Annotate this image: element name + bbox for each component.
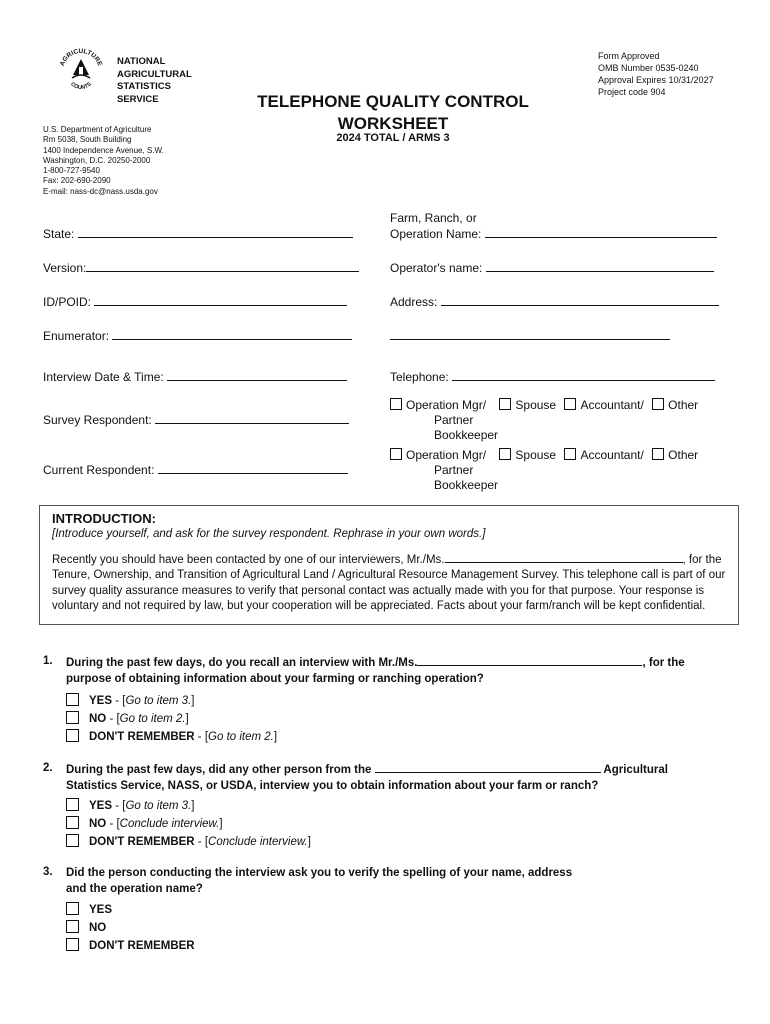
state-line[interactable] <box>78 226 353 238</box>
current-respondent-label: Current Respondent: <box>43 463 155 477</box>
form-approval <box>598 50 714 98</box>
address-label: Address: <box>390 295 438 309</box>
state-field[interactable] <box>43 226 353 241</box>
option-dont-remember[interactable] <box>66 937 195 955</box>
option-label: DON'T REMEMBER <box>89 940 195 952</box>
option-label: YES <box>89 695 113 707</box>
agency-address <box>43 125 164 197</box>
no-checkbox[interactable] <box>66 920 79 933</box>
bookkeeper-label: Bookkeeper <box>434 428 499 442</box>
id-poid-line[interactable] <box>94 294 347 306</box>
option-dont-remember[interactable]: DON'T REMEMBER - [Conclude interview.] <box>66 833 311 851</box>
accountant-checkbox[interactable] <box>564 448 576 460</box>
option-yes[interactable] <box>66 901 195 919</box>
option-no[interactable]: NO - [Conclude interview.] <box>66 815 311 833</box>
id-poid-field[interactable] <box>43 294 347 309</box>
option-no[interactable]: NO - [Go to item 2.] <box>66 710 277 728</box>
operation-name-label-2: Operation Name: <box>390 227 482 241</box>
option-no[interactable] <box>66 919 195 937</box>
address-field-2[interactable] <box>390 328 670 343</box>
version-label: Version: <box>43 261 87 275</box>
option-yes[interactable]: YES - [Go to item 3.] <box>66 692 277 710</box>
option-note: Go to item 3. <box>125 800 192 812</box>
agency-line: AGRICULTURAL <box>117 68 192 80</box>
option-note: Go to item 2. <box>119 713 186 725</box>
option-label: NO <box>89 818 107 830</box>
option-label: YES <box>89 904 113 916</box>
spouse-checkbox[interactable] <box>499 398 511 410</box>
accountant-label: Accountant/ <box>580 398 644 412</box>
introduction-heading: INTRODUCTION: <box>52 511 156 526</box>
approval-line: Approval Expires 10/31/2027 <box>598 75 714 85</box>
question-1-name-line[interactable] <box>417 654 642 666</box>
survey-respondent-field[interactable] <box>43 412 349 427</box>
current-respondent-field[interactable] <box>43 462 348 477</box>
introduction-body: Recently you should have been contacted by one of our interviewers, Mr./Ms. , for the Tenure, Ownership, and Transition of Agricultural Land / Agricultural Resource Management Survey. This telephone call is part of our survey quality assurance measures to verify that personal contact was actually made with you for that purpose. Your response is voluntary and not required by law, but your cooperation will be appreciated. Facts about your farm/ranch will be kept confidential. <box>52 551 732 614</box>
introduction-text-1: Recently you should have been contacted by one of our interviewers, Mr./Ms. <box>52 554 445 566</box>
introduction-box <box>39 505 739 625</box>
no-checkbox[interactable] <box>66 711 79 724</box>
address-line: E-mail: nass-dc@nass.usda.gov <box>43 186 158 196</box>
approval-line: Project code 904 <box>598 87 666 97</box>
address-line: 1400 Independence Avenue, S.W. <box>43 145 164 155</box>
other-checkbox[interactable] <box>652 398 664 410</box>
operation-name-label-1: Farm, Ranch, or <box>390 211 477 225</box>
interview-date-label: Interview Date & Time: <box>43 370 164 384</box>
operator-name-line[interactable] <box>486 260 714 272</box>
option-label: YES <box>89 800 113 812</box>
title-line: WORKSHEET <box>337 114 449 133</box>
option-label: NO <box>89 713 107 725</box>
operation-mgr-checkbox[interactable] <box>390 448 402 460</box>
question-1-text-a: During the past few days, do you recall an interview with Mr./Ms. <box>66 657 418 669</box>
survey-respondent-label: Survey Respondent: <box>43 413 152 427</box>
other-label: Other <box>668 398 699 412</box>
address-line: Washington, D.C. 20250-2000 <box>43 155 151 165</box>
question-1-number: 1. <box>43 655 53 667</box>
question-3-text-a: Did the person conducting the interview ask you to verify the spelling of your name, address <box>66 867 573 879</box>
operation-name-line[interactable] <box>485 226 717 238</box>
svg-text:COUNTS: COUNTS <box>69 81 93 92</box>
telephone-line[interactable] <box>452 369 715 381</box>
question-3-options <box>66 901 195 955</box>
operator-name-label: Operator's name: <box>390 261 483 275</box>
question-3-text <box>66 865 736 897</box>
agency-line: STATISTICS <box>117 81 172 92</box>
address-line: U.S. Department of Agriculture <box>43 125 152 134</box>
option-yes[interactable]: YES - [Go to item 3.] <box>66 797 311 815</box>
dont-remember-checkbox[interactable] <box>66 834 79 847</box>
accountant-checkbox[interactable] <box>564 398 576 410</box>
version-line[interactable] <box>86 260 359 272</box>
address-line-2[interactable] <box>390 328 670 340</box>
option-note: Conclude interview. <box>119 818 220 830</box>
partner-label: Partner <box>434 413 474 427</box>
question-1-text <box>66 654 736 687</box>
current-respondent-line[interactable] <box>158 462 348 474</box>
address-line-1[interactable] <box>441 294 719 306</box>
dont-remember-checkbox[interactable] <box>66 729 79 742</box>
spouse-label: Spouse <box>515 448 557 462</box>
telephone-field[interactable] <box>390 369 715 384</box>
option-note: Conclude interview. <box>208 836 308 848</box>
spouse-checkbox[interactable] <box>499 448 511 460</box>
introduction-instruction: [Introduce yourself, and ask for the survey respondent. Rephrase in your own words.] <box>52 528 486 540</box>
question-2-number: 2. <box>43 762 53 774</box>
current-respondent-options <box>390 448 698 493</box>
no-checkbox[interactable] <box>66 816 79 829</box>
yes-checkbox[interactable] <box>66 902 79 915</box>
operation-name-field[interactable] <box>390 210 717 242</box>
bookkeeper-label: Bookkeeper <box>434 478 499 492</box>
survey-respondent-options <box>390 398 698 443</box>
approval-line: Form Approved <box>598 51 660 61</box>
option-dont-remember[interactable]: DON'T REMEMBER - [Go to item 2.] <box>66 728 277 746</box>
question-1-text-c: purpose of obtaining information about your farming or ranching operation? <box>66 673 484 685</box>
approval-line: OMB Number 0535-0240 <box>598 63 699 73</box>
enumerator-line[interactable] <box>112 328 352 340</box>
nass-seal-logo <box>55 45 107 97</box>
question-1-text-b: , for the <box>642 657 685 669</box>
state-label: State: <box>43 227 75 241</box>
agency-line: NATIONAL <box>117 56 166 67</box>
option-note: Go to item 3. <box>125 695 192 707</box>
address-line: Rm 5038, South Building <box>43 135 132 145</box>
page-title <box>240 91 546 135</box>
question-2-text-a: During the past few days, did any other person from the <box>66 764 372 776</box>
address-line: Fax: 202-690-2090 <box>43 176 111 186</box>
option-label: NO <box>89 922 107 934</box>
yes-checkbox[interactable] <box>66 693 79 706</box>
address-field[interactable] <box>390 294 719 309</box>
question-2-text-c: Statistics Service, NASS, or USDA, interview you to obtain information about your farm or ranch? <box>66 780 599 792</box>
option-note: Go to item 2. <box>208 731 274 743</box>
interviewer-name-line[interactable] <box>445 551 683 563</box>
question-2-options <box>66 797 311 851</box>
title-line: TELEPHONE QUALITY CONTROL <box>257 92 529 111</box>
introduction-text-2: for the Tenure, Ownership, and Transition of Agricultural Land / Agricultural Resource Management Survey. This telephone call is part of our survey quality assurance measures to verify that personal contact was actually made with you for that purpose. Your response is voluntary and not required by law, but your cooperation will be appreciated. Facts about your farm/ranch will be kept confidential. <box>52 554 726 612</box>
question-2-agency-line[interactable] <box>375 761 601 773</box>
other-label: Other <box>668 448 699 462</box>
operation-mgr-label: Operation Mgr/ <box>406 448 487 462</box>
yes-checkbox[interactable] <box>66 798 79 811</box>
question-1-options <box>66 692 277 746</box>
enumerator-field[interactable] <box>43 328 352 343</box>
question-2-text <box>66 761 736 794</box>
option-label: DON'T REMEMBER <box>89 731 195 743</box>
survey-respondent-line[interactable] <box>155 412 349 424</box>
operation-mgr-label: Operation Mgr/ <box>406 398 487 412</box>
interview-date-line[interactable] <box>167 369 347 381</box>
interview-date-field[interactable] <box>43 369 347 384</box>
agency-name <box>117 56 192 106</box>
partner-label: Partner <box>434 463 474 477</box>
svg-text:AGRICULTURE: AGRICULTURE <box>58 47 104 68</box>
address-line: 1-800-727-9540 <box>43 166 100 176</box>
other-checkbox[interactable] <box>652 448 664 460</box>
option-label: DON'T REMEMBER <box>89 836 195 848</box>
page-subtitle: 2024 TOTAL / ARMS 3 <box>336 132 450 144</box>
accountant-label: Accountant/ <box>580 448 644 462</box>
spouse-label: Spouse <box>515 398 557 412</box>
version-field[interactable] <box>43 260 359 275</box>
question-2-text-b: Agricultural <box>603 764 668 776</box>
agency-line: SERVICE <box>117 93 159 105</box>
dont-remember-checkbox[interactable] <box>66 938 79 951</box>
question-3-text-c: and the operation name? <box>66 883 203 895</box>
telephone-label: Telephone: <box>390 370 449 384</box>
enumerator-label: Enumerator: <box>43 329 110 343</box>
id-poid-label: ID/POID: <box>43 295 92 309</box>
question-3-number: 3. <box>43 866 53 878</box>
operation-mgr-checkbox[interactable] <box>390 398 402 410</box>
operator-name-field[interactable] <box>390 260 714 275</box>
